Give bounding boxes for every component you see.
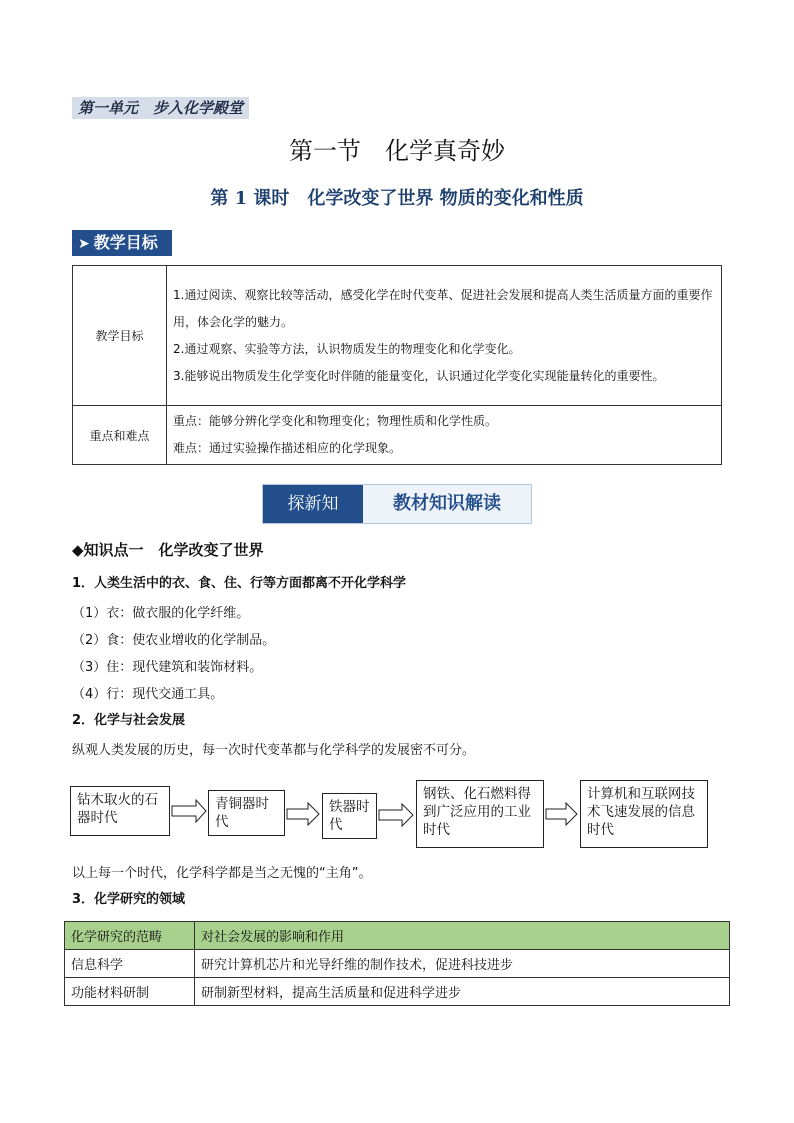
explore-banner-right: 教材知识解读 [393, 493, 501, 514]
flow-box-stone-age: 钻木取火的石器时代 [70, 786, 170, 836]
table-cell: 信息科学 [65, 950, 195, 978]
explore-banner-left: 探新知 [263, 485, 363, 523]
flow-box-information-age: 计算机和互联网技术飞速发展的信息时代 [580, 780, 708, 848]
list-item: （1）衣：做衣服的化学纤维。 [72, 606, 250, 621]
objectives-row-label: 教学目标 [73, 266, 167, 406]
difficulty-line: 难点：通过实验操作描述相应的化学现象。 [173, 441, 402, 455]
lesson-title: 第 1 课时 化学改变了世界 物质的变化和性质 [210, 188, 584, 209]
list-item: （2）食：使农业增收的化学制品。 [72, 633, 276, 648]
subheading-2: 2．化学与社会发展 [72, 713, 186, 728]
table-header-cell: 化学研究的范畴 [65, 922, 195, 950]
unit-tag: 第一单元 步入化学殿堂 [72, 97, 249, 119]
objective-line: 1.通过阅读、观察比较等活动，感受化学在时代变革、促进社会发展和提高人类生活质量方面的重要作用，体会化学的魅力。 [173, 287, 713, 329]
table-header-cell: 对社会发展的影响和作用 [195, 922, 730, 950]
objective-line: 2.通过观察、实验等方法，认识物质发生的物理变化和化学变化。 [173, 341, 521, 356]
flow-box-iron-age: 铁器时代 [322, 793, 377, 839]
keypoints-row-label: 重点和难点 [73, 406, 167, 465]
flow-arrow [172, 800, 206, 822]
table-cell: 研究计算机芯片和光导纤维的制作技术，促进科技进步 [195, 950, 730, 978]
list-item: （4）行：现代交通工具。 [72, 687, 224, 702]
paragraph: 纵观人类发展的历史，每一次时代变革都与化学科学的发展密不可分。 [72, 743, 476, 758]
subheading-1: 1．人类生活中的衣、食、住、行等方面都离不开化学科学 [72, 576, 407, 591]
objective-line: 3.能够说出物质发生化学变化时伴随的能量变化，认识通过化学变化实现能量转化的重要性。 [173, 368, 665, 383]
table-header-row [65, 922, 730, 950]
objectives-banner-label: 教学目标 [93, 233, 158, 252]
flow-arrow [287, 803, 319, 825]
keypoint-line: 重点：能够分辨化学变化和物理变化；物理性质和化学性质。 [173, 414, 498, 428]
table-cell: 研制新型材料，提高生活质量和促进科学进步 [195, 978, 730, 1006]
subheading-3: 3．化学研究的领域 [72, 892, 186, 907]
arrow-right-icon: ➤ [78, 236, 90, 252]
table-row [65, 950, 730, 978]
table-cell: 功能材料研制 [65, 978, 195, 1006]
paragraph: 以上每一个时代，化学科学都是当之无愧的“主角”。 [72, 866, 372, 881]
knowledge-point-title: ◆知识点一 化学改变了世界 [72, 541, 264, 559]
flow-box-bronze-age: 青铜器时代 [208, 790, 285, 836]
flow-box-industrial-age: 钢铁、化石燃料得到广泛应用的工业时代 [416, 780, 544, 848]
flow-arrow [379, 804, 413, 826]
section-title: 第一节 化学真奇妙 [289, 137, 505, 165]
table-row [65, 978, 730, 1006]
flow-arrow [546, 803, 577, 825]
list-item: （3）住：现代建筑和装饰材料。 [72, 660, 263, 675]
research-fields-table [64, 921, 730, 1006]
